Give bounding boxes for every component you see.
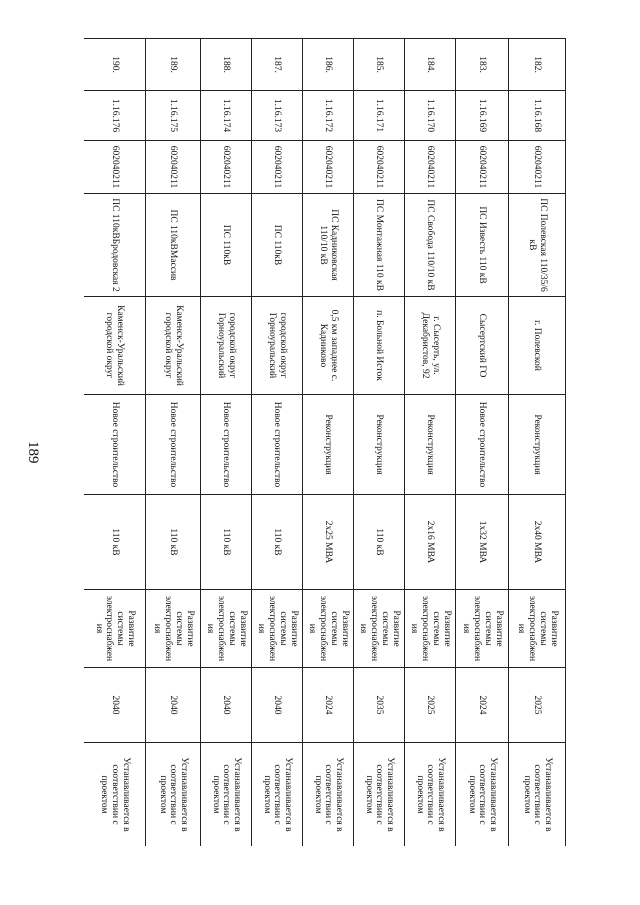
capacity-cell: 2х25 МВА [303, 495, 354, 590]
facility-name-cell: ПС Кадниковская 110/10 кВ [303, 194, 354, 297]
row-number-cell: 186. [303, 39, 354, 91]
zone-cell: Устанавливается в соответствии с проектом [354, 743, 405, 847]
facility-name-cell: ПС 110кВБродовская 2 [84, 194, 146, 297]
table-row [405, 39, 456, 847]
row-number-cell: 183. [456, 39, 509, 91]
capacity-cell: 2х16 МВА [405, 495, 456, 590]
zone-cell: Устанавливается в соответствии с проектом [252, 743, 303, 847]
zone-cell: Устанавливается в соответствии с проектом [303, 743, 354, 847]
location-cell: Каменск-Уральский городской округ [146, 297, 201, 395]
year-cell: 2024 [456, 668, 509, 743]
row-number-cell: 187. [252, 39, 303, 91]
okato-cell: 602040211 [84, 141, 146, 194]
code-cell: 1.16.170 [405, 91, 456, 141]
location-cell: г. Полевской [509, 297, 566, 395]
rotated-table-frame [84, 38, 566, 846]
row-number-cell: 190. [84, 39, 146, 91]
code-cell: 1.16.168 [509, 91, 566, 141]
location-cell: городской округ Горноуральский [201, 297, 252, 395]
year-cell: 2035 [354, 668, 405, 743]
okato-cell: 602040211 [146, 141, 201, 194]
code-cell: 1.16.174 [201, 91, 252, 141]
row-number-cell: 185. [354, 39, 405, 91]
purpose-cell: Развитие системы электроснабжен ия [201, 590, 252, 668]
facility-name-cell: ПС Монтажная 110 кВ [354, 194, 405, 297]
year-cell: 2025 [405, 668, 456, 743]
table-row [84, 39, 146, 847]
purpose-cell: Развитие системы электроснабжен ия [354, 590, 405, 668]
code-cell: 1.16.172 [303, 91, 354, 141]
work-type-cell: Новое строительство [146, 395, 201, 495]
code-cell: 1.16.169 [456, 91, 509, 141]
work-type-cell: Реконструкция [405, 395, 456, 495]
okato-cell: 602040211 [201, 141, 252, 194]
row-number-cell: 182. [509, 39, 566, 91]
capacity-cell: 110 кВ [354, 495, 405, 590]
year-cell: 2025 [509, 668, 566, 743]
facility-name-cell: ПС Известь 110 кВ [456, 194, 509, 297]
purpose-cell: Развитие системы электроснабжен ия [303, 590, 354, 668]
work-type-cell: Реконструкция [303, 395, 354, 495]
location-cell: Сысертский ГО [456, 297, 509, 395]
okato-cell: 602040211 [405, 141, 456, 194]
table-row [252, 39, 303, 847]
work-type-cell: Реконструкция [509, 395, 566, 495]
facilities-table [84, 38, 566, 846]
capacity-cell: 110 кВ [201, 495, 252, 590]
year-cell: 2040 [252, 668, 303, 743]
code-cell: 1.16.175 [146, 91, 201, 141]
code-cell: 1.16.176 [84, 91, 146, 141]
purpose-cell: Развитие системы электроснабжен ия [509, 590, 566, 668]
code-cell: 1.16.173 [252, 91, 303, 141]
table-row [456, 39, 509, 847]
facility-name-cell: ПС Свобода 110/10 кВ [405, 194, 456, 297]
capacity-cell: 110 кВ [84, 495, 146, 590]
table-row [354, 39, 405, 847]
code-cell: 1.16.171 [354, 91, 405, 141]
capacity-cell: 1х32 МВА [456, 495, 509, 590]
row-number-cell: 189. [146, 39, 201, 91]
year-cell: 2040 [84, 668, 146, 743]
table-row [509, 39, 566, 847]
work-type-cell: Реконструкция [354, 395, 405, 495]
capacity-cell: 2х40 МВА [509, 495, 566, 590]
work-type-cell: Новое строительство [456, 395, 509, 495]
okato-cell: 602040211 [252, 141, 303, 194]
zone-cell: Устанавливается в соответствии с проектом [84, 743, 146, 847]
zone-cell: Устанавливается в соответствии с проектом [456, 743, 509, 847]
capacity-cell: 110 кВ [252, 495, 303, 590]
table-body [84, 39, 566, 847]
location-cell: городской округ Горноуральский [252, 297, 303, 395]
purpose-cell: Развитие системы электроснабжен ия [405, 590, 456, 668]
zone-cell: Устанавливается в соответствии с проектом [405, 743, 456, 847]
okato-cell: 602040211 [509, 141, 566, 194]
zone-cell: Устанавливается в соответствии с проектом [146, 743, 201, 847]
location-cell: Каменск-Уральский городской округ [84, 297, 146, 395]
zone-cell: Устанавливается в соответствии с проектом [201, 743, 252, 847]
purpose-cell: Развитие системы электроснабжен ия [84, 590, 146, 668]
year-cell: 2024 [303, 668, 354, 743]
row-number-cell: 188. [201, 39, 252, 91]
work-type-cell: Новое строительство [252, 395, 303, 495]
okato-cell: 602040211 [303, 141, 354, 194]
purpose-cell: Развитие системы электроснабжен ия [146, 590, 201, 668]
facility-name-cell: ПС 110кВ [252, 194, 303, 297]
facility-name-cell: ПС 110кВМассив [146, 194, 201, 297]
work-type-cell: Новое строительство [201, 395, 252, 495]
purpose-cell: Развитие системы электроснабжен ия [456, 590, 509, 668]
row-number-cell: 184. [405, 39, 456, 91]
facility-name-cell: ПС 110кВ [201, 194, 252, 297]
work-type-cell: Новое строительство [84, 395, 146, 495]
year-cell: 2040 [146, 668, 201, 743]
facility-name-cell: ПС Полевская 110/35/6 кВ [509, 194, 566, 297]
page-number: 189 [25, 441, 41, 464]
capacity-cell: 110 кВ [146, 495, 201, 590]
table-row [201, 39, 252, 847]
location-cell: п. Больной Исток [354, 297, 405, 395]
location-cell: 0,5 км западнее с. Кадниково [303, 297, 354, 395]
table-row [303, 39, 354, 847]
okato-cell: 602040211 [456, 141, 509, 194]
location-cell: г. Сысерть, ул. Декабристов, 92 [405, 297, 456, 395]
table-row [146, 39, 201, 847]
zone-cell: Устанавливается в соответствии с проектом [509, 743, 566, 847]
okato-cell: 602040211 [354, 141, 405, 194]
year-cell: 2040 [201, 668, 252, 743]
purpose-cell: Развитие системы электроснабжен ия [252, 590, 303, 668]
